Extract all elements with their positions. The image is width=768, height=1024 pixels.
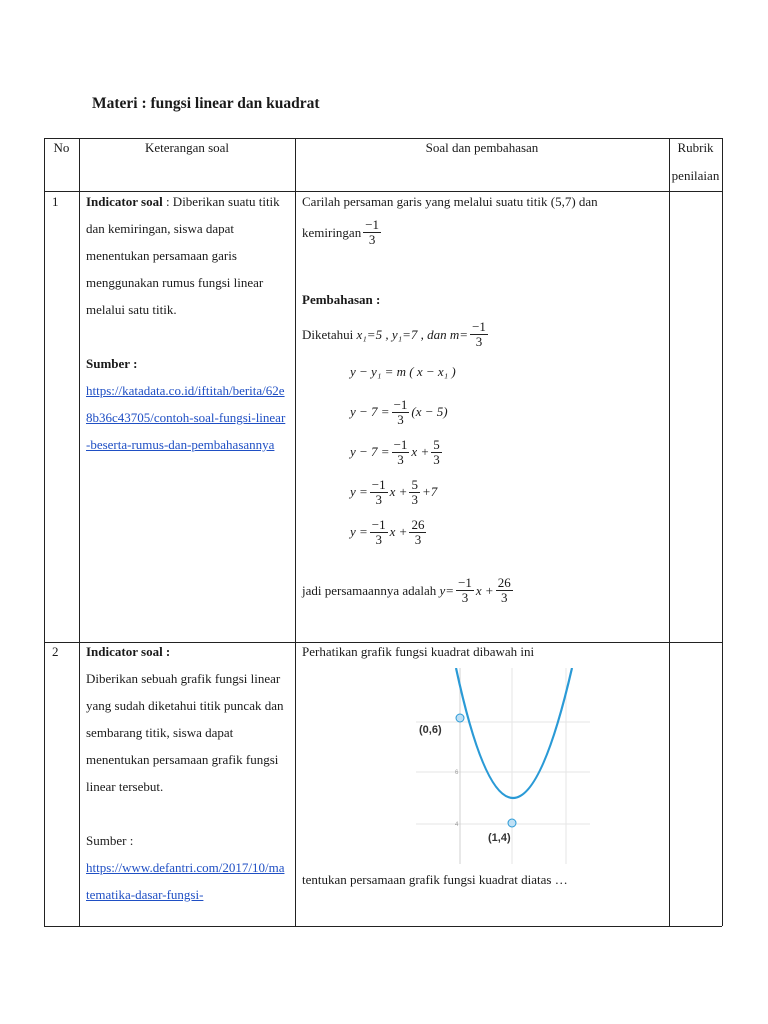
row2-indicator-text: Diberikan sebuah grafik fungsi linear yang sudah diketahui titik puncak dan sembarang titik, siswa dapat menentukan persamaan grafik fungsi linear tersebut.: [86, 671, 284, 794]
row1-question-line2: kemiringan: [302, 224, 362, 240]
row1-source-label: Sumber :: [86, 356, 138, 371]
row1-step-1: [350, 352, 456, 392]
row1-known: [302, 318, 490, 350]
row1-step-2: y − 7 = $\frac{-1}{3}$ (x − 5): [350, 396, 448, 427]
table-border-bottom: [44, 926, 722, 927]
row1-steps: [350, 352, 456, 552]
row1-conclusion-text: jadi persamaannya adalah: [302, 582, 437, 598]
row1-known-label: Diketahui: [302, 326, 354, 342]
row1-conclusion: jadi persamaannya adalah y= $\frac{-1}{3}$ x + $\frac{26}{3}$: [302, 574, 511, 605]
row2-source-label: Sumber :: [86, 833, 134, 848]
row2-keterangan: [86, 638, 288, 908]
table-border-right: [722, 138, 723, 926]
row1-indicator-text: : Diberikan suatu titik dan kemiringan, siswa dapat menentukan persamaan garis menggunakan rumus fungsi linear melalui satu titik.: [86, 194, 280, 317]
row1-keterangan: [86, 188, 288, 458]
row1-step-1-text: y − y₁ = m ( x − x₁ ): [350, 364, 456, 379]
row1-no: 1: [52, 194, 59, 209]
row1-slope-numerator: −1: [365, 216, 380, 232]
graph-tick-4: 4: [455, 822, 459, 828]
table-col-divider-1: [79, 138, 80, 926]
row1-question-line1: Carilah persaman garis yang melalui suatu titik (5,7) dan: [302, 194, 598, 209]
page-title: Materi : fungsi linear dan kuadrat: [92, 95, 320, 112]
row2-source-link[interactable]: https://www.defantri.com/2017/10/matematika-dasar-fungsi-: [86, 860, 285, 902]
row1-discussion-label: [302, 286, 380, 313]
row1-known-denominator: 3: [475, 333, 483, 349]
table-col-divider-3: [669, 138, 670, 926]
row1-slope-denominator: 3: [368, 231, 376, 247]
header-rubrik-line1: Rubrik: [677, 140, 714, 155]
row1-slope-fraction: [363, 218, 381, 247]
row2-question-line1: Perhatikan grafik fungsi kuadrat dibawah ini: [302, 644, 535, 659]
row1-known-numerator: −1: [472, 318, 486, 334]
row1-discussion-label-text: Pembahasan :: [302, 292, 381, 307]
row1-step-5: y = $\frac{-1}{3}$ x + $\frac{26}{3}$: [350, 516, 425, 547]
point-a-label: (0,6): [419, 724, 442, 736]
row1-step-3-text: y − 7 =: [350, 444, 390, 459]
row1-step-3: y − 7 = $\frac{-1}{3}$ x + $\frac{5}{3}$: [350, 436, 440, 467]
row1-question: [302, 188, 664, 249]
row1-step-4-text: y =: [350, 484, 368, 499]
row2-question-line2: tentukan persamaan grafik fungsi kuadrat diatas …: [302, 872, 568, 887]
row2-indicator-label: Indicator soal :: [86, 644, 171, 659]
header-soal: Soal dan pembahasan: [425, 140, 539, 155]
row1-source-link[interactable]: https://katadata.co.id/iftitah/berita/62e8b36c43705/contoh-soal-fungsi-linear-beserta-rumus-dan-pembahasannya: [86, 383, 286, 452]
header-rubrik: [669, 134, 722, 190]
row2-no: 2: [52, 644, 59, 659]
row1-step-2-text: y − 7 =: [350, 404, 390, 419]
graph-tick-6: 6: [455, 770, 459, 776]
point-b-marker: [508, 819, 516, 827]
row1-step-5-text: y =: [350, 524, 368, 539]
table-col-divider-2: [295, 138, 296, 926]
row1-indicator-label: Indicator soal: [86, 194, 163, 209]
row1-known-math: x₁=5 , y₁=7 , dan m=: [356, 326, 469, 342]
table-border-left: [44, 138, 45, 926]
header-no: No: [53, 140, 70, 155]
row1-step-4: y = $\frac{-1}{3}$ x + $\frac{5}{3}$ +7: [350, 476, 438, 507]
header-keterangan: Keterangan soal: [144, 140, 230, 155]
point-b-label: (1,4): [488, 832, 511, 844]
row1-known-fraction: [470, 320, 488, 349]
point-a-marker: [456, 714, 464, 722]
parabola-graph: [416, 668, 590, 864]
header-rubrik-line2: penilaian: [671, 168, 720, 183]
